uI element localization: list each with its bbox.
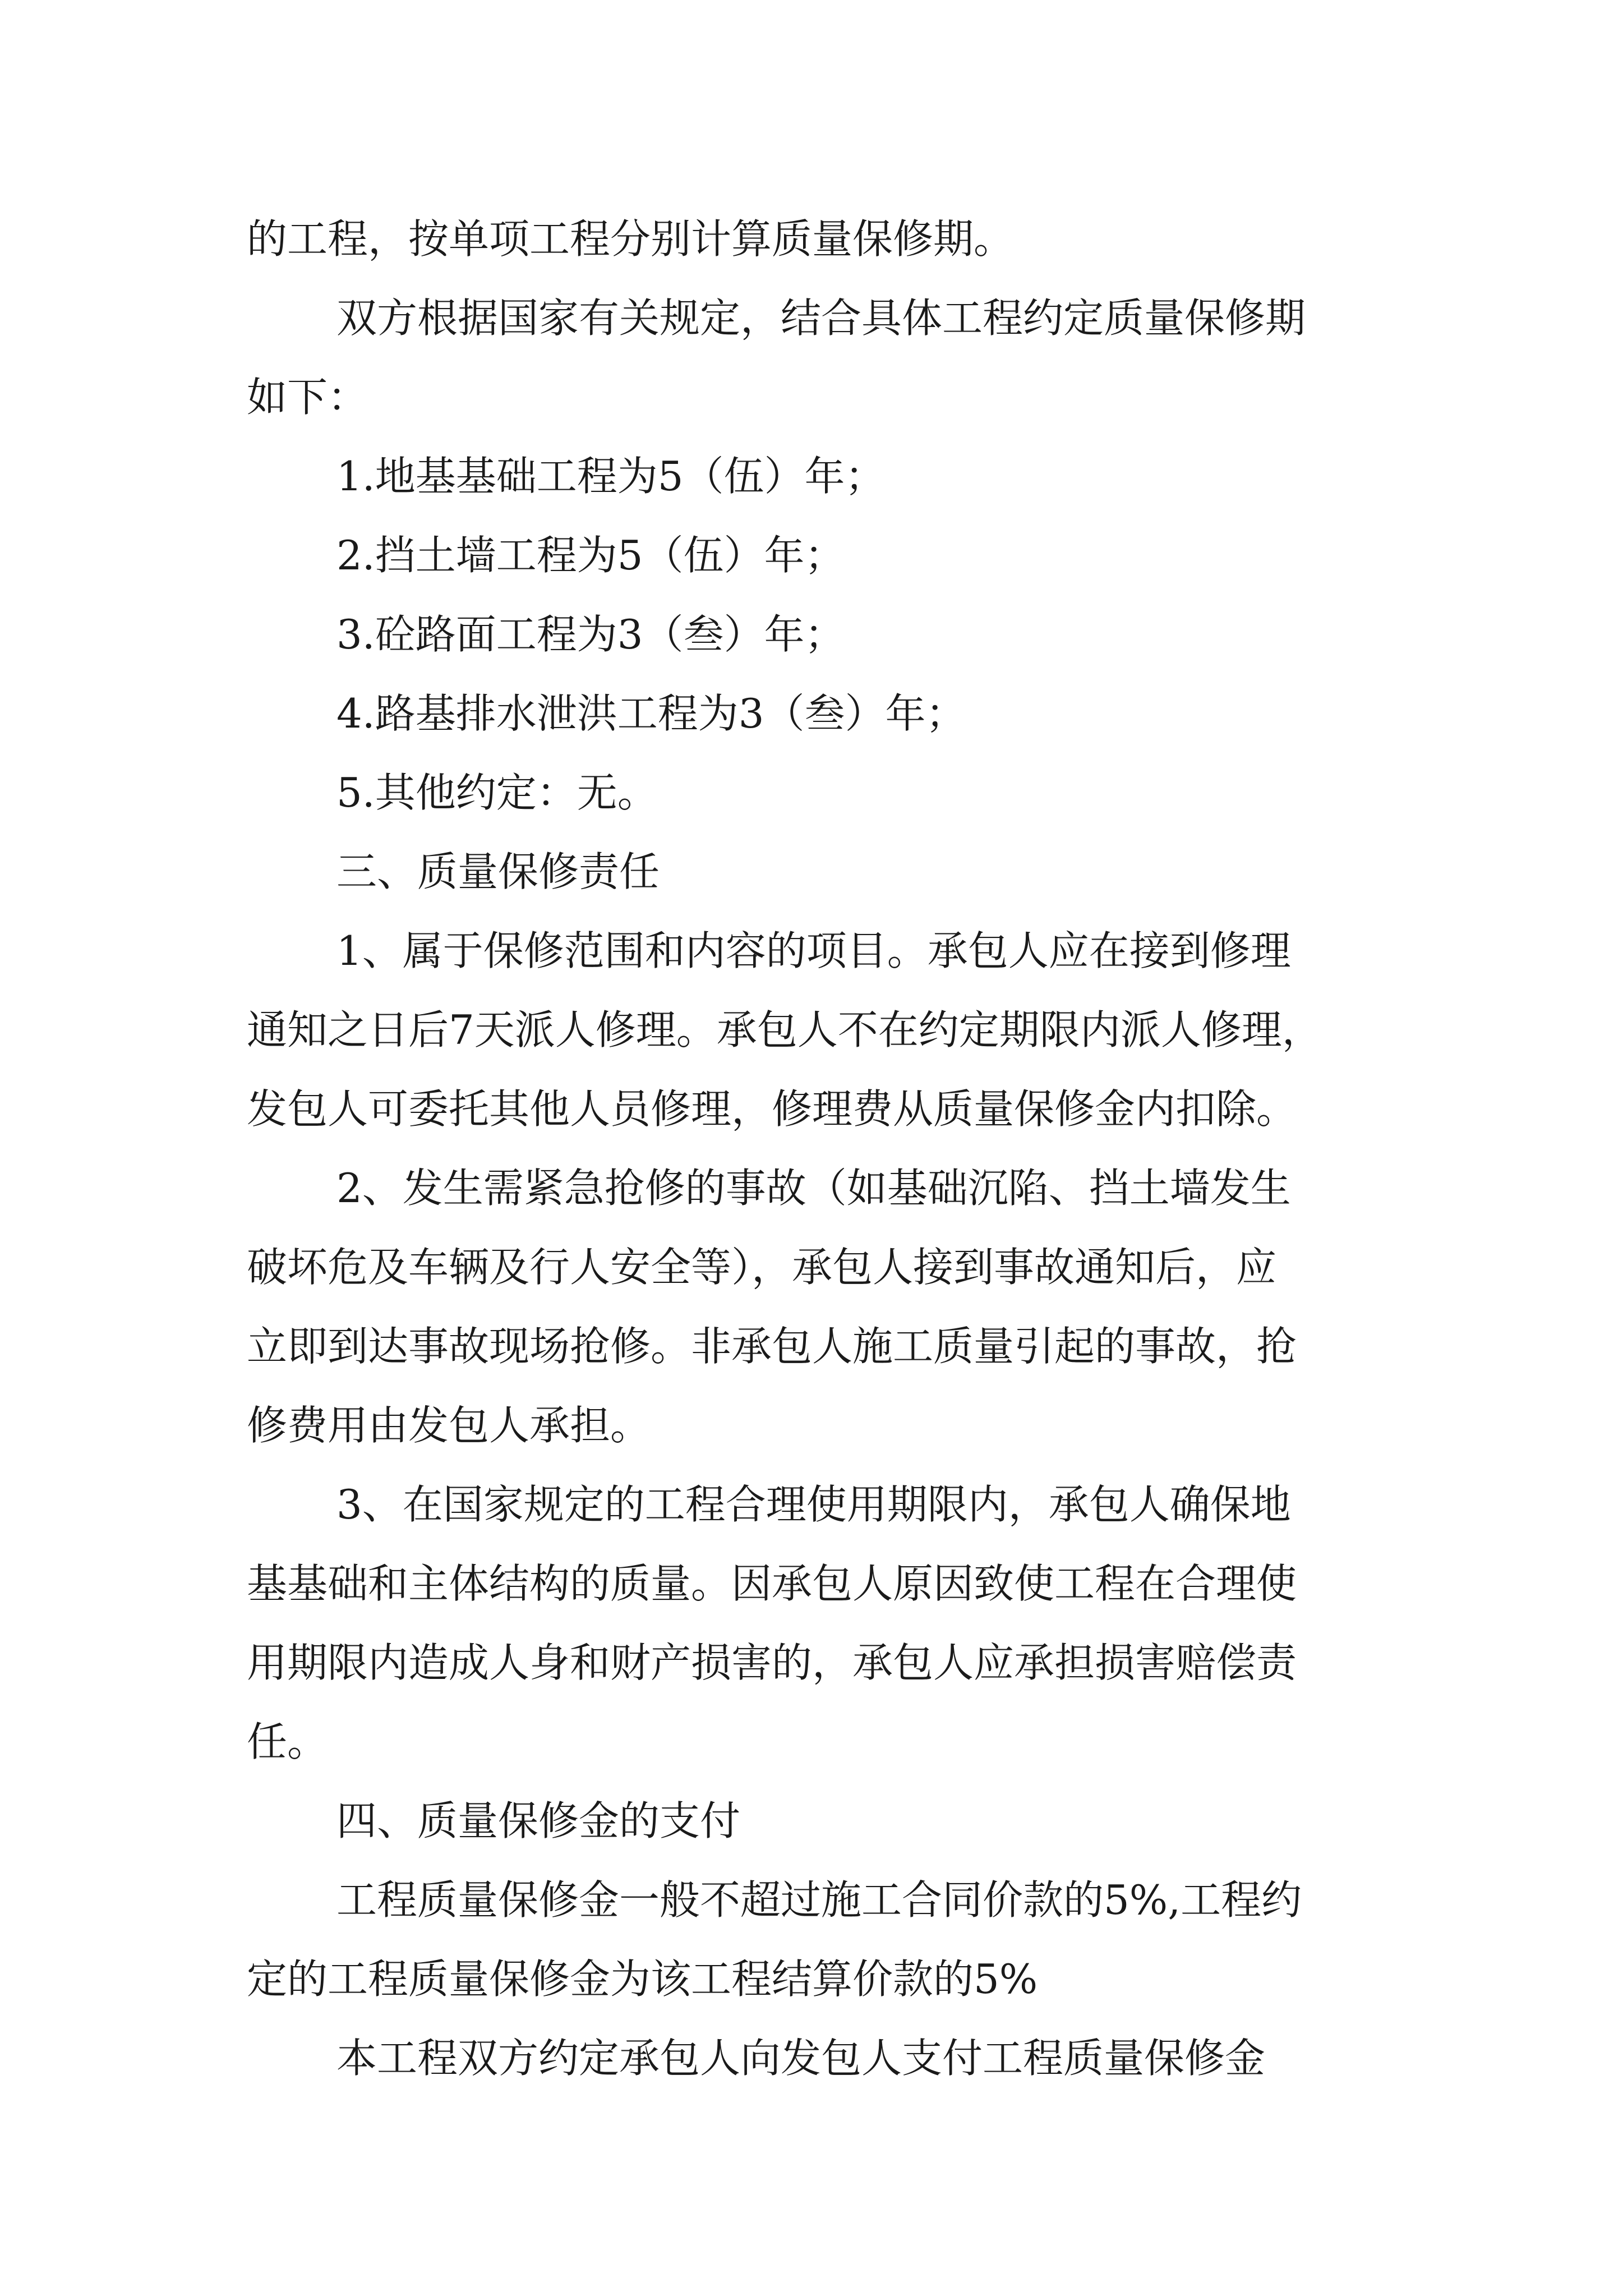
- text-line: 5.其他约定：无。: [336, 769, 658, 816]
- text-line: 用期限内造成人身和财产损害的，承包人应承担损害赔偿责: [247, 1639, 1297, 1686]
- section-heading: 四、质量保修金的支付: [336, 1797, 741, 1844]
- text-line: 4.路基排水泄洪工程为3（叁）年；: [336, 690, 966, 737]
- text-line: 如下：: [247, 374, 368, 421]
- text-line: 3、在国家规定的工程合理使用期限内，承包人确保地: [336, 1481, 1291, 1528]
- text-line: 任。: [247, 1718, 328, 1765]
- text-line: 修费用由发包人承担。: [247, 1402, 651, 1449]
- text-line: 3.砼路面工程为3（叁）年；: [336, 611, 845, 658]
- text-line: 基基础和主体结构的质量。因承包人原因致使工程在合理使: [247, 1560, 1297, 1607]
- text-line: 立即到达事故现场抢修。非承包人施工质量引起的事故，抢: [247, 1323, 1297, 1370]
- text-line: 1、属于保修范围和内容的项目。承包人应在接到修理: [336, 927, 1291, 974]
- section-heading: 三、质量保修责任: [336, 848, 660, 895]
- text-line: 1.地基基础工程为5（伍）年；: [336, 453, 886, 500]
- text-line: 双方根据国家有关规定，结合具体工程约定质量保修期: [336, 295, 1306, 342]
- text-line: 本工程双方约定承包人向发包人支付工程质量保修金: [336, 2035, 1266, 2082]
- text-line: 工程质量保修金一般不超过施工合同价款的5%,工程约: [336, 1876, 1302, 1924]
- text-line: 破坏危及车辆及行人安全等），承包人接到事故通知后，应: [247, 1244, 1277, 1291]
- text-line: 的工程，按单项工程分别计算质量保修期。: [247, 215, 1015, 263]
- text-line: 通知之日后7天派人修理。承包人不在约定期限内派人修理，: [247, 1006, 1322, 1053]
- text-line: 2.挡土墙工程为5（伍）年；: [336, 532, 845, 579]
- text-line: 定的工程质量保修金为该工程结算价款的5%: [247, 1955, 1038, 2003]
- text-line: 2、发生需紧急抢修的事故（如基础沉陷、挡土墙发生: [336, 1165, 1291, 1212]
- text-line: 发包人可委托其他人员修理，修理费从质量保修金内扣除。: [247, 1085, 1297, 1133]
